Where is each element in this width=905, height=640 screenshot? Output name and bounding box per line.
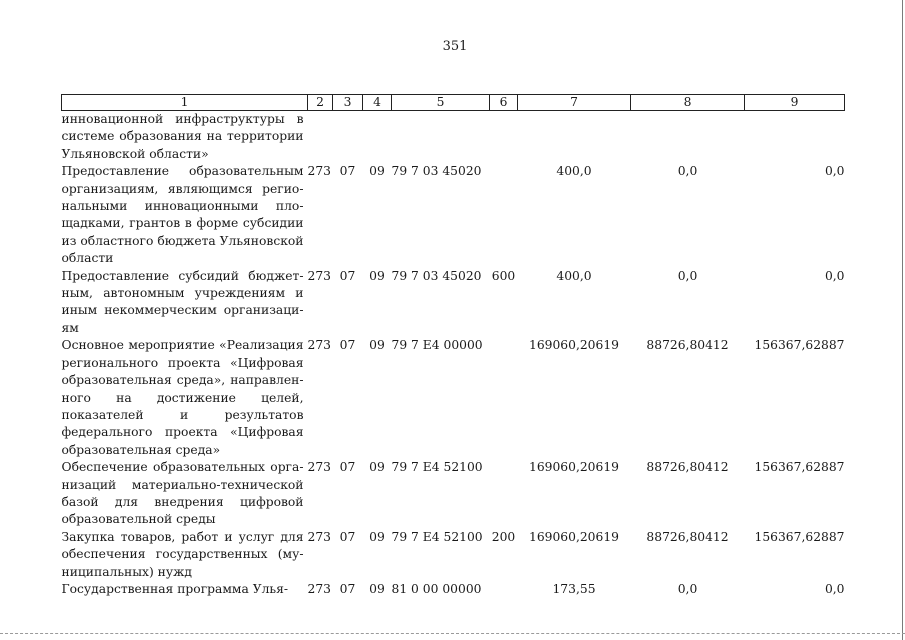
cell-amount-year3: 0,0 — [824, 164, 845, 179]
cell-section: 07 — [339, 460, 356, 475]
cell-amount-year2: 88726,80412 — [646, 338, 729, 353]
row-name: Государственная программа Улья- — [61, 581, 289, 596]
cell-expense-type — [490, 111, 518, 164]
cell-amount-year3: 156367,62887 — [754, 338, 845, 353]
page-number: 351 — [442, 39, 468, 54]
column-header: 6 — [490, 95, 518, 111]
cell-amount-year2: 88726,80412 — [646, 460, 729, 475]
cell-ministry: 273 — [307, 581, 331, 596]
column-header: 2 — [308, 95, 333, 111]
cell-amount-year3: 0,0 — [824, 581, 845, 596]
row-name: инновационной инфраструктуры в системе образования на территории Ульяновской области» — [61, 112, 304, 161]
row-name: Обеспечение образовательных организаций материально-технической базой для внедрения цифровой образовательной среды — [61, 460, 304, 527]
cell-expense-type — [490, 337, 518, 459]
cell-target-article: 81 0 00 00000 — [391, 581, 482, 596]
cell-amount-year2 — [631, 111, 745, 164]
cell-subsection: 09 — [369, 460, 385, 475]
table-row — [62, 581, 845, 598]
header-row — [62, 95, 845, 111]
cell-amount-year2: 88726,80412 — [646, 529, 729, 544]
cell-section: 07 — [339, 581, 356, 596]
cell-amount-year2: 0,0 — [677, 164, 698, 179]
cell-amount-year1: 169060,20619 — [529, 338, 619, 353]
cell-target-article: 79 7 E4 00000 — [391, 338, 483, 353]
cell-amount-year3 — [745, 111, 845, 164]
table-row — [62, 268, 845, 338]
table-row — [62, 111, 845, 164]
cell-expense-type — [490, 581, 518, 598]
table-row — [62, 163, 845, 267]
cell-expense-type: 200 — [491, 529, 516, 544]
cell-ministry: 273 — [307, 164, 331, 179]
cell-amount-year1: 169060,20619 — [529, 460, 619, 475]
row-name: Основное мероприятие «Реализация регионального проекта «Цифровая образовательная среда», направленного на достижение целей, показателей и результатов федерального проекта «Цифровая образовательная среда» — [61, 338, 304, 457]
row-name: Предоставление субсидий бюджетным, автономным учреждениям и иным некоммерческим организациям — [61, 268, 304, 335]
cell-ministry: 273 — [307, 338, 331, 353]
column-header: 5 — [392, 95, 490, 111]
cell-amount-year1: 169060,20619 — [529, 529, 619, 544]
cell-subsection: 09 — [369, 581, 385, 596]
table-row — [62, 337, 845, 459]
cell-subsection — [363, 111, 392, 164]
cell-target-article: 79 7 03 45020 — [391, 164, 482, 179]
cell-ministry: 273 — [307, 268, 331, 283]
cell-amount-year3: 156367,62887 — [754, 460, 845, 475]
page-edge-right — [902, 0, 903, 640]
cell-amount-year1: 400,0 — [556, 164, 592, 179]
row-name: Предоставление образовательным организациям, являющимся региональными инновационными площадками, грантов в форме субсидии из областного бюджета Ульяновской области — [61, 164, 304, 266]
table-row — [62, 529, 845, 581]
cell-target-article: 79 7 E4 52100 — [391, 460, 483, 475]
column-header: 1 — [62, 95, 308, 111]
cell-target-article: 79 7 E4 52100 — [391, 529, 483, 544]
cell-amount-year1: 173,55 — [552, 581, 596, 596]
cell-section: 07 — [339, 338, 356, 353]
cell-section: 07 — [339, 164, 356, 179]
cell-target-article: 79 7 03 45020 — [391, 268, 482, 283]
column-header: 7 — [518, 95, 631, 111]
cell-ministry: 273 — [307, 460, 331, 475]
page-edge-bottom — [0, 633, 905, 634]
column-header: 3 — [333, 95, 363, 111]
column-header: 9 — [745, 95, 845, 111]
cell-subsection: 09 — [369, 268, 385, 283]
cell-amount-year2: 0,0 — [677, 268, 698, 283]
cell-ministry — [308, 111, 333, 164]
cell-amount-year2: 0,0 — [677, 581, 698, 596]
cell-section: 07 — [339, 529, 356, 544]
cell-expense-type — [490, 459, 518, 529]
cell-subsection: 09 — [369, 529, 385, 544]
cell-section — [333, 111, 363, 164]
cell-ministry: 273 — [307, 529, 331, 544]
cell-expense-type: 600 — [491, 268, 516, 283]
cell-target-article — [392, 111, 490, 164]
cell-amount-year3: 0,0 — [824, 268, 845, 283]
budget-table — [61, 94, 845, 598]
cell-amount-year3: 156367,62887 — [754, 529, 845, 544]
cell-subsection: 09 — [369, 338, 385, 353]
cell-amount-year1: 400,0 — [556, 268, 592, 283]
row-name: Закупка товаров, работ и услуг для обеспечения государственных (муниципальных) нужд — [61, 529, 304, 579]
table-row — [62, 459, 845, 529]
cell-section: 07 — [339, 268, 356, 283]
cell-amount-year1 — [518, 111, 631, 164]
cell-subsection: 09 — [369, 164, 385, 179]
column-header: 8 — [631, 95, 745, 111]
cell-expense-type — [490, 163, 518, 267]
column-header: 4 — [363, 95, 392, 111]
